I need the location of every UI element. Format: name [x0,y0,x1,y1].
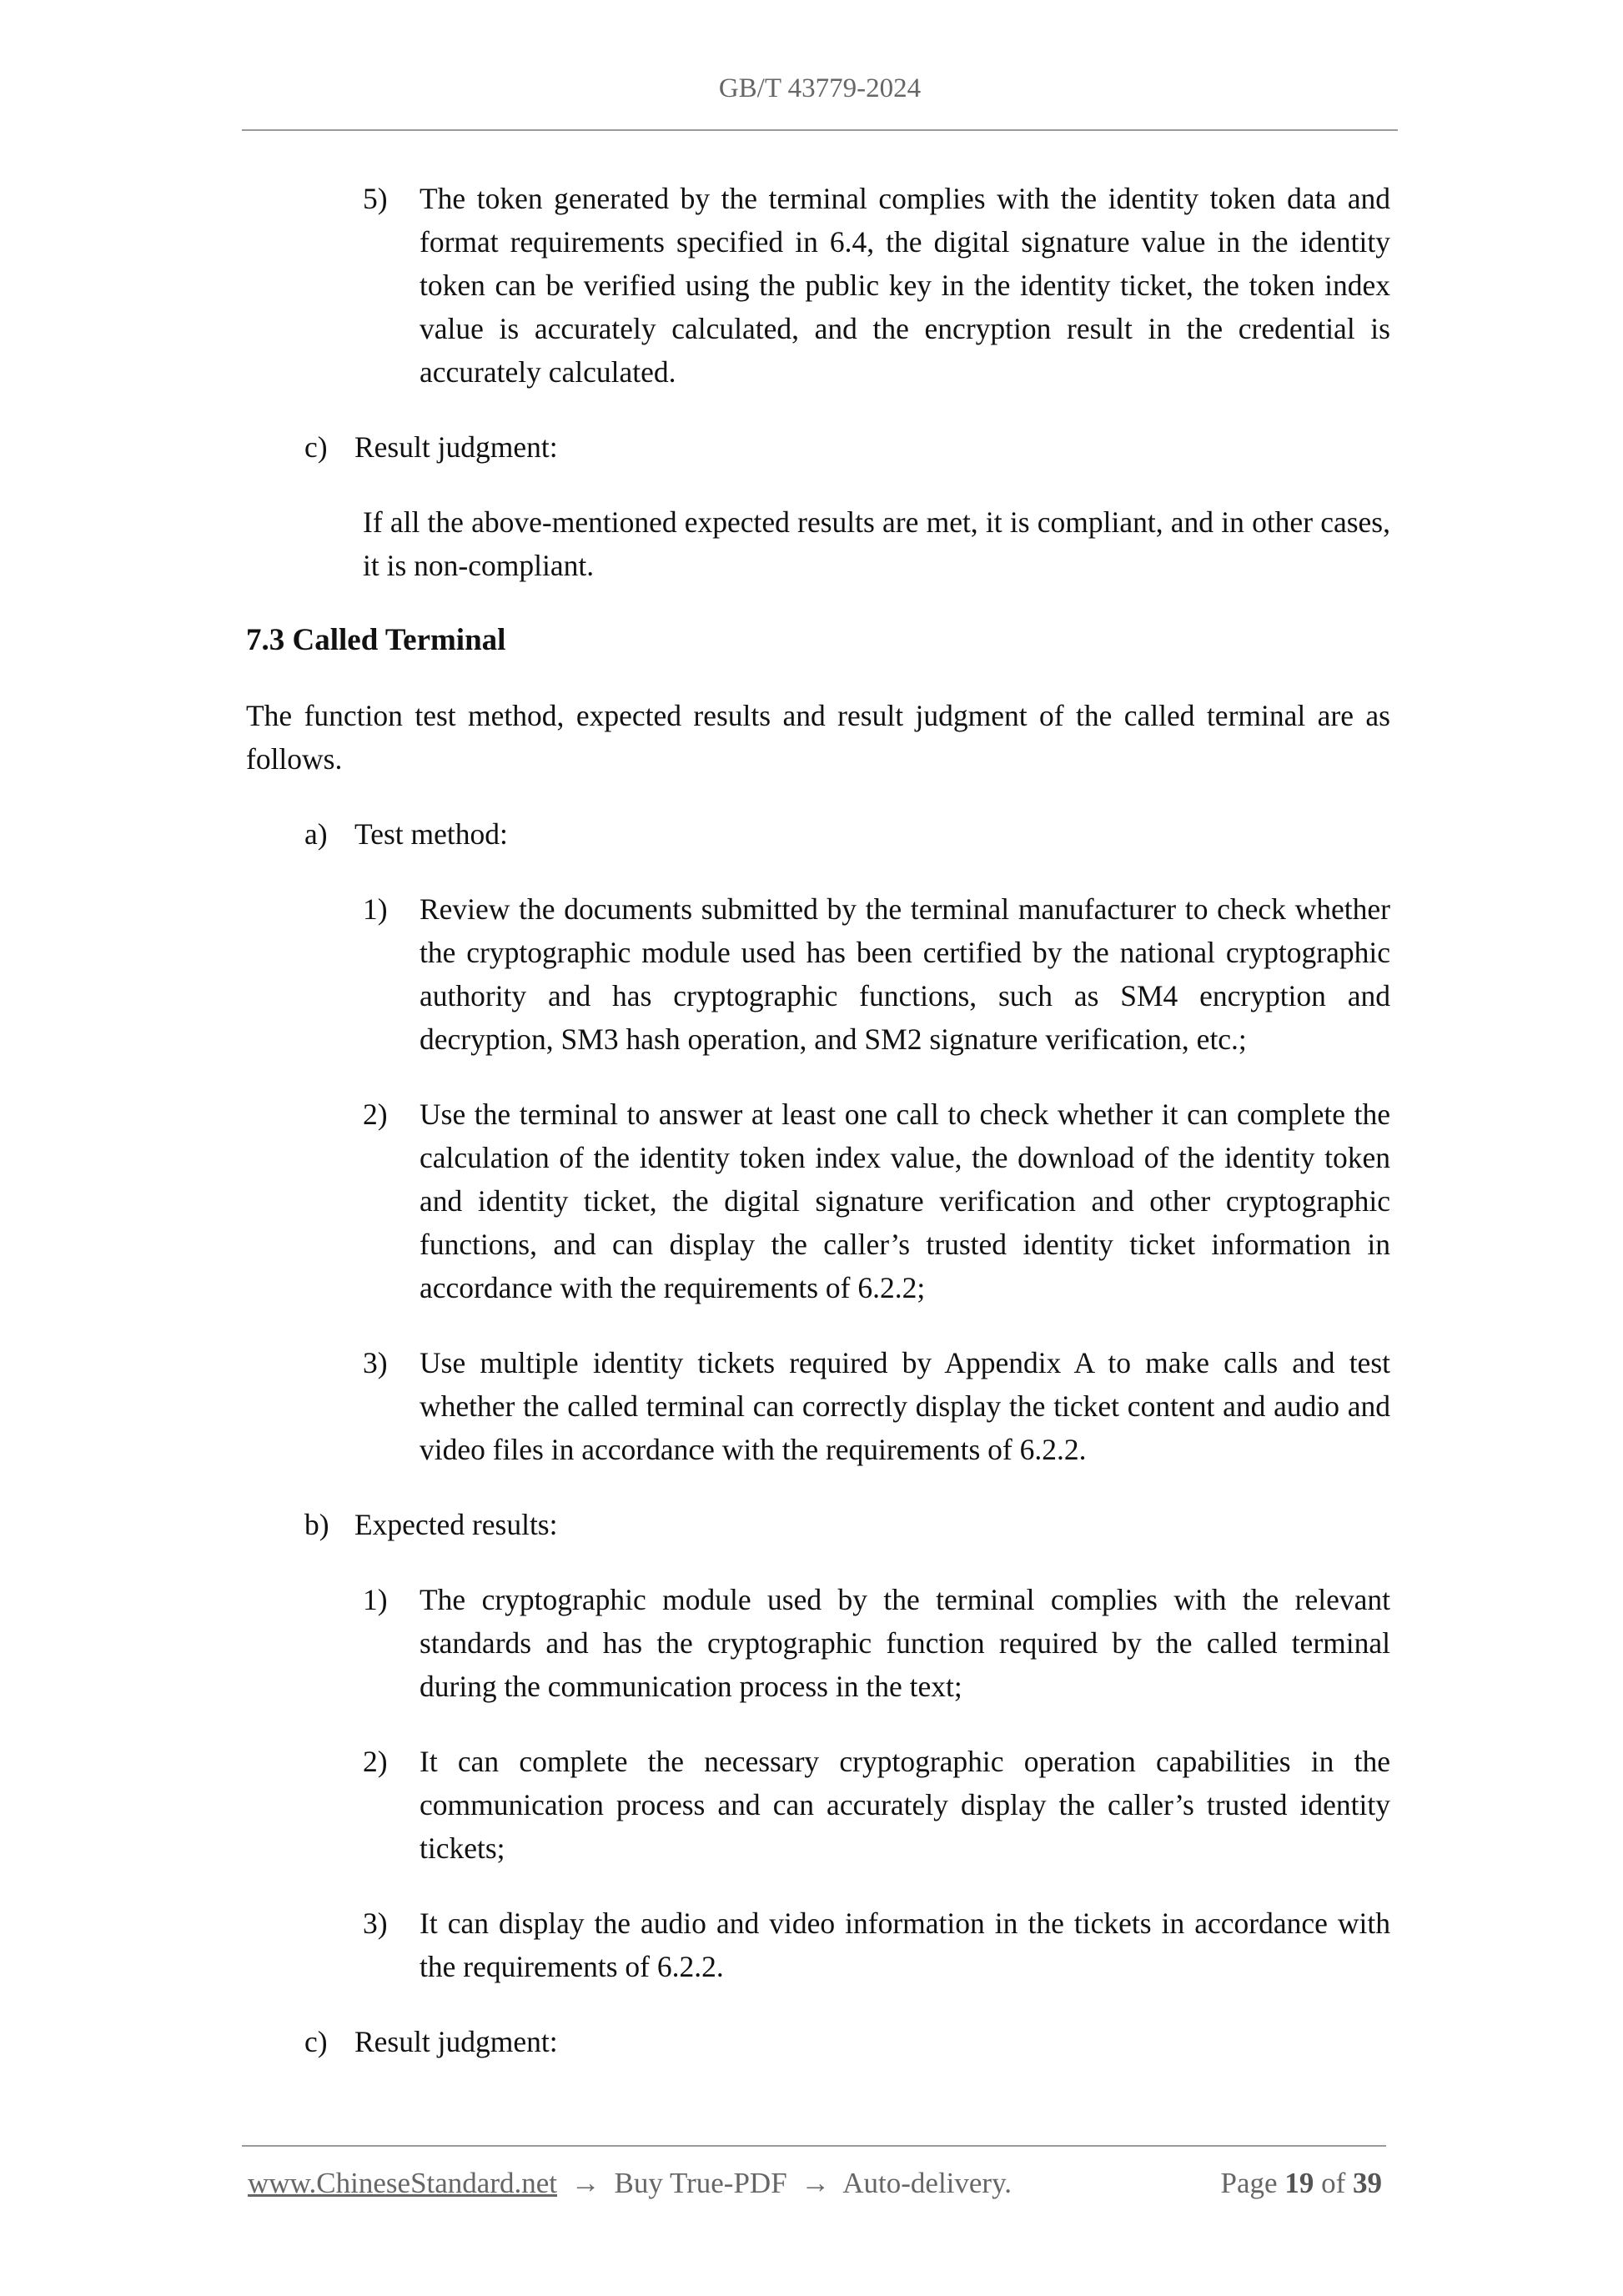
list-item [304,425,1390,469]
list-item-label: 3) [363,1346,388,1379]
list-item [363,1341,1390,1471]
of-word: of [1321,2167,1346,2199]
list-item-text: Result judgment: [354,2025,558,2058]
buy-true-pdf-text: Buy True-PDF [614,2167,787,2199]
section-heading: 7.3 Called Terminal [246,623,506,657]
list-item-label: 5) [363,182,388,215]
total-pages-number: 39 [1353,2167,1382,2199]
list-item-text: Test method: [354,817,508,851]
list-item [304,812,1390,856]
list-item-text: The token generated by the terminal complies with the identity token data and format requirements specified in 6.4, the digital signature value in the identity token can be verified using the public key in the identity ticket, the token index value is accurately calculated, and the encryption result in the credential is accurately calculated. [420,182,1390,389]
list-item-text: Result judgment: [354,430,558,464]
list-item [363,1740,1390,1870]
footer-left [248,2167,1012,2200]
list-item [363,1093,1390,1309]
auto-delivery-text: Auto-delivery. [842,2167,1012,2199]
list-item [304,1503,1390,1546]
list-item-label: 2) [363,1745,388,1778]
arrow-right-icon: → [801,2167,831,2199]
list-item-label: 1) [363,892,388,926]
page-header-title: GB/T 43779-2024 [718,73,922,103]
page-word: Page [1220,2167,1278,2199]
list-item [363,1578,1390,1708]
list-item-label: 1) [363,1583,388,1616]
list-item-label: c) [304,430,328,464]
header-divider [242,129,1398,131]
list-item-text: Expected results: [354,1508,558,1541]
document-body [246,177,1390,2095]
arrow-right-icon: → [570,2167,600,2199]
list-item-label: 3) [363,1907,388,1940]
list-item [304,2020,1390,2063]
list-item-text: It can complete the necessary cryptographic operation capabilities in the communication process and can accurately display the caller’s trusted identity tickets; [420,1745,1390,1865]
list-item [363,177,1390,394]
list-item-label: 2) [363,1098,388,1131]
footer-divider [242,2145,1386,2147]
page-footer [248,2167,1382,2200]
list-item-text: Use the terminal to answer at least one call to check whether it can complete the calculation of the identity token index value, the download of the identity token and identity ticket, the digital signature verification and other cryptographic functions, and can display the caller’s trusted identity ticket information in accordance with the requirements of 6.2.2; [420,1098,1390,1304]
current-page-number: 19 [1284,2167,1314,2199]
list-item-text: Review the documents submitted by the terminal manufacturer to check whether the cryptographic module used has been certified by the national cryptographic authority and has cryptographic functions, such as SM4 encryption and decryption, SM3 hash operation, and SM2 signature verification, etc.; [420,892,1390,1056]
list-item-label: b) [304,1508,329,1541]
list-item-text: It can display the audio and video information in the tickets in accordance with the requirements of 6.2.2. [420,1907,1390,1983]
website-link[interactable]: www.ChineseStandard.net [248,2167,557,2199]
list-item [363,887,1390,1061]
result-judgment-paragraph: If all the above-mentioned expected results are met, it is compliant, and in other cases, it is non-compliant. [363,505,1390,582]
page-counter [1221,2167,1382,2200]
list-item-label: a) [304,817,328,851]
list-item [363,1902,1390,1988]
intro-paragraph: The function test method, expected results and result judgment of the called terminal are as follows. [246,699,1390,776]
list-item-text: Use multiple identity tickets required by Appendix A to make calls and test whether the called terminal can correctly display the ticket content and audio and video files in accordance with the requirements of 6.2.2. [420,1346,1390,1466]
list-item-label: c) [304,2025,328,2058]
list-item-text: The cryptographic module used by the terminal complies with the relevant standards and has the cryptographic function required by the called terminal during the communication process in the text; [420,1583,1390,1703]
